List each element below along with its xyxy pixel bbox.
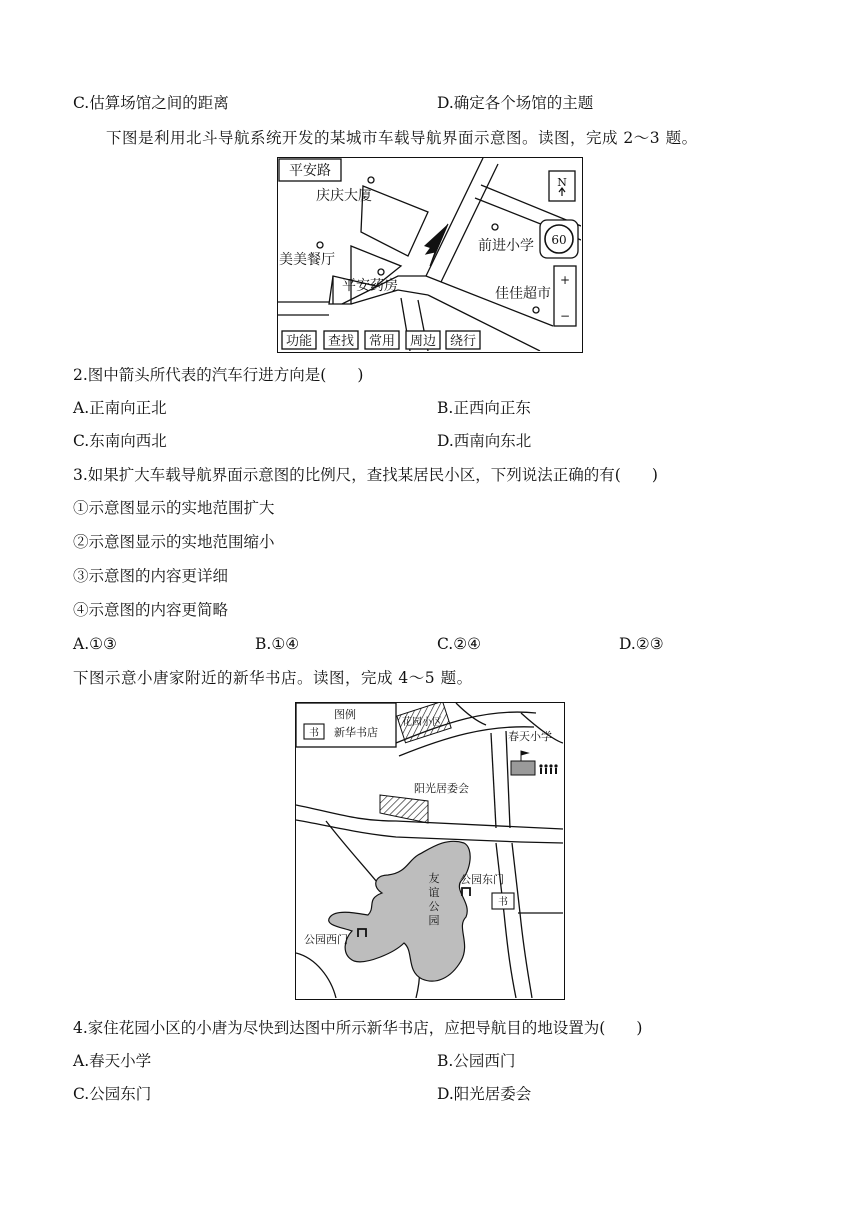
bookstore-map xyxy=(295,702,565,1000)
north-label: N xyxy=(557,176,567,189)
place-supermarket: 佳佳超市 xyxy=(495,286,551,302)
q3-option-d: D.②③ xyxy=(619,635,664,653)
legend-symbol: 书 xyxy=(309,728,319,739)
q4-option-a: A.春天小学 xyxy=(73,1052,152,1070)
legend-label: 新华书店 xyxy=(334,726,378,739)
park-label-char-2: 谊 xyxy=(428,886,440,899)
legend-title: 图例 xyxy=(334,708,356,721)
q1-option-d: D.确定各个场馆的主题 xyxy=(437,94,594,112)
label-garden-community: 花园小区 xyxy=(402,717,442,728)
q2-option-c: C.东南向西北 xyxy=(73,432,167,450)
park-label-char-1: 友 xyxy=(428,872,440,885)
btn-frequent[interactable]: 常用 xyxy=(368,334,396,349)
btn-function[interactable]: 功能 xyxy=(285,334,313,349)
place-qingqing: 庆庆大厦 xyxy=(316,188,372,204)
zoom-out-button[interactable]: − xyxy=(559,309,571,323)
place-pharmacy: 平安药房 xyxy=(342,278,398,294)
residents-committee-area xyxy=(380,795,428,823)
q3-statement-1: ①示意图显示的实地范围扩大 xyxy=(73,499,275,517)
friendship-park xyxy=(329,841,470,981)
q3-stem: 3.如果扩大车载导航界面示意图的比例尺，查找某居民小区，下列说法正确的有( ) xyxy=(73,466,658,484)
road-label: 平安路 xyxy=(289,163,331,179)
q3-statement-4: ④示意图的内容更简略 xyxy=(73,601,229,619)
school-flag-icon xyxy=(521,751,528,761)
q3-option-c: C.②④ xyxy=(437,635,482,653)
q4-option-d: D.阳光居委会 xyxy=(437,1085,532,1103)
label-park-east-gate: 公园东门 xyxy=(460,873,504,886)
q2-option-b: B.正西向正东 xyxy=(437,399,531,417)
q1-option-c: C.估算场馆之间的距离 xyxy=(73,94,229,112)
btn-nearby[interactable]: 周边 xyxy=(409,334,437,349)
school-building-icon xyxy=(511,761,535,775)
btn-detour[interactable]: 绕行 xyxy=(449,334,477,349)
bookstore-symbol-text: 书 xyxy=(498,897,508,908)
place-school: 前进小学 xyxy=(478,238,534,254)
label-residents-committee: 阳光居委会 xyxy=(414,782,469,795)
q2-option-d: D.西南向东北 xyxy=(437,432,532,450)
q4-option-b: B.公园西门 xyxy=(437,1052,516,1070)
park-east-gate-icon xyxy=(462,888,470,896)
q4-stem: 4.家住花园小区的小唐为尽快到达图中所示新华书店，应把导航目的地设置为( ) xyxy=(73,1019,643,1037)
navigation-map xyxy=(277,157,583,353)
q2-stem: 2.图中箭头所代表的汽车行进方向是( ) xyxy=(73,366,364,384)
zoom-in-button[interactable]: + xyxy=(559,273,571,287)
q4-option-c: C.公园东门 xyxy=(73,1085,152,1103)
label-park-west-gate: 公园西门 xyxy=(304,933,348,946)
place-meimei: 美美餐厅 xyxy=(279,252,335,268)
label-spring-school: 春天小学 xyxy=(508,730,552,743)
q3-statement-3: ③示意图的内容更详细 xyxy=(73,567,229,585)
intro-2-3: 下图是利用北斗导航系统开发的某城市车载导航界面示意图。读图，完成 2～3 题。 xyxy=(106,129,698,147)
q3-option-a: A.①③ xyxy=(73,635,117,653)
park-label-char-4: 园 xyxy=(428,914,440,927)
q3-statement-2: ②示意图显示的实地范围缩小 xyxy=(73,533,275,551)
q3-option-b: B.①④ xyxy=(255,635,300,653)
q2-option-a: A.正南向正北 xyxy=(73,399,167,417)
intro-4-5: 下图示意小唐家附近的新华书店。读图，完成 4～5 题。 xyxy=(73,669,473,687)
btn-search[interactable]: 查找 xyxy=(327,334,355,349)
students-icon xyxy=(539,764,557,774)
speed-limit-value: 60 xyxy=(551,233,567,247)
park-label-char-3: 公 xyxy=(428,900,440,913)
